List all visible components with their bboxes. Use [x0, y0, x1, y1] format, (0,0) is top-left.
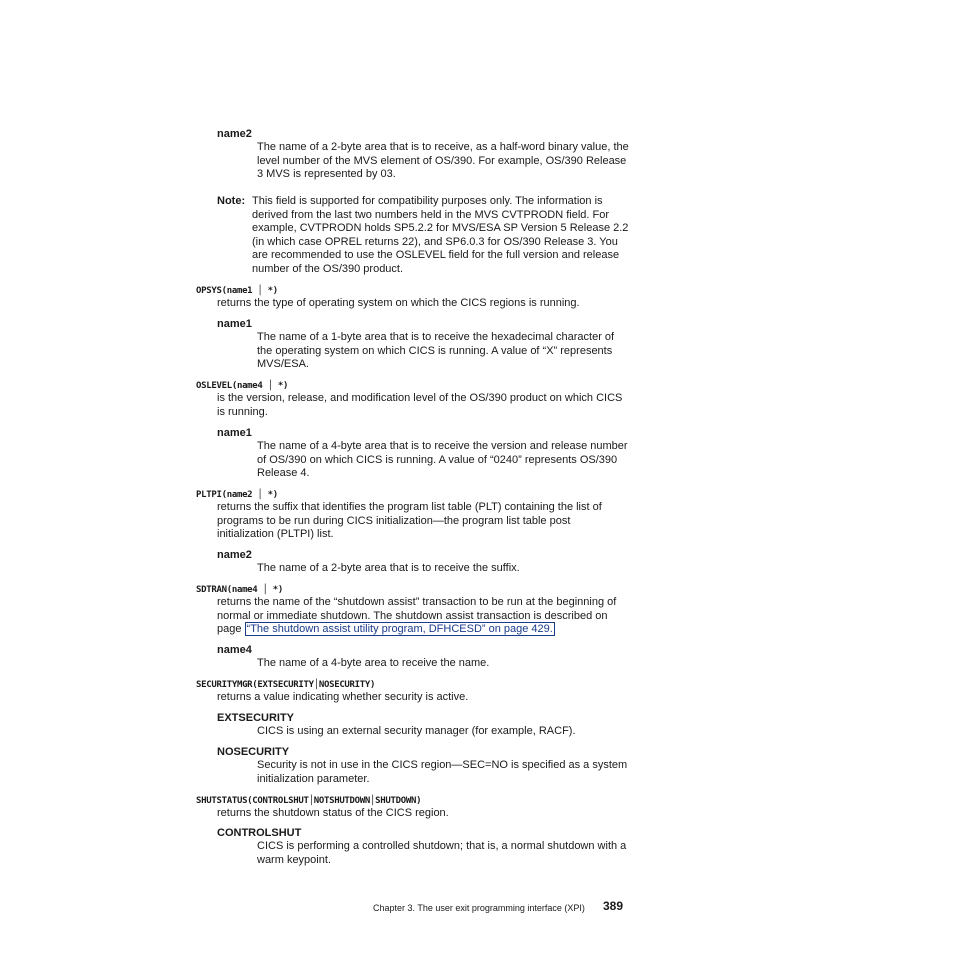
desc-name2: The name of a 2-byte area that is to receive, as a half-word binary value, the level number of the MVS element of OS/390. For example, OS/390 Release 3 MVS is represented by 03. — [257, 141, 629, 180]
desc-extsecurity: CICS is using an external security manager (for example, RACF). — [257, 725, 576, 737]
term-opsys-name1: name1 — [217, 318, 252, 330]
page-number: 389 — [603, 899, 624, 913]
desc-oslevel-name1: The name of a 4-byte area that is to receive the version and release number of OS/390 on which CICS is running. A value of “0240” represents OS/390 Release 4. — [257, 440, 628, 479]
term-extsecurity: EXTSECURITY — [217, 712, 295, 724]
keyword-oslevel: OSLEVEL(name4 │ *) — [196, 381, 289, 391]
desc-sdtran-text: returns the name of the “shutdown assist” transaction to be run at the beginning of normal or immediate shutdown. The shutdown assist transaction is described on page — [217, 596, 617, 635]
note-label: Note: — [217, 195, 246, 207]
keyword-sdtran: SDTRAN(name4 │ *) — [196, 585, 284, 595]
keyword-pltpi: PLTPI(name2 │ *) — [196, 490, 278, 500]
term-pltpi-name2: name2 — [217, 549, 252, 561]
desc-opsys: returns the type of operating system on which the CICS regions is running. — [217, 297, 580, 309]
desc-sdtran — [217, 596, 629, 637]
keyword-securitymgr: SECURITYMGR(EXTSECURITY│NOSECURITY) — [196, 680, 376, 690]
footer-chapter: Chapter 3. The user exit programming interface (XPI) — [373, 903, 585, 913]
desc-sdtran-name4: The name of a 4-byte area to receive the name. — [257, 657, 490, 669]
desc-opsys-name1: The name of a 1-byte area that is to receive the hexadecimal character of the operating system on which CICS is running. A value of “X” represents MVS/ESA. — [257, 331, 615, 370]
term-nosecurity: NOSECURITY — [217, 746, 290, 758]
term-oslevel-name1: name1 — [217, 427, 252, 439]
desc-nosecurity: Security is not in use in the CICS region—SEC=NO is specified as a system initialization parameter. — [257, 759, 628, 785]
keyword-shutstatus: SHUTSTATUS(CONTROLSHUT│NOTSHUTDOWN│SHUTDOWN) — [196, 796, 422, 806]
note-text: This field is supported for compatibility purposes only. The information is derived from the last two numbers held in the MVS CVTPRODN field. For example, CVTPRODN holds SP5.2.2 for MVS/ESA SP Version 5 Release 2.2 (in which case OPREL returns 22), and SP6.0.3 for OS/390 Release 3. You are recommended to use the OSLEVEL field for the full version and release number of the OS/390 product. — [252, 195, 629, 275]
term-name2: name2 — [217, 128, 252, 140]
desc-pltpi-name2: The name of a 2-byte area that is to receive the suffix. — [257, 562, 520, 574]
term-controlshut: CONTROLSHUT — [217, 827, 302, 839]
desc-oslevel: is the version, release, and modification level of the OS/390 product on which CICS is running. — [217, 392, 623, 418]
shutdown-assist-xref-link[interactable]: “The shutdown assist utility program, DFHCESD” on page 429. — [246, 623, 553, 635]
desc-securitymgr: returns a value indicating whether security is active. — [217, 691, 469, 703]
desc-shutstatus: returns the shutdown status of the CICS region. — [217, 807, 449, 819]
term-sdtran-name4: name4 — [217, 644, 252, 656]
desc-pltpi: returns the suffix that identifies the program list table (PLT) containing the list of programs to be run during CICS initialization—the program list table post initialization (PLTPI) list. — [217, 501, 602, 540]
desc-controlshut: CICS is performing a controlled shutdown; that is, a normal shutdown with a warm keypoint. — [257, 840, 627, 866]
keyword-opsys: OPSYS(name1 │ *) — [196, 286, 278, 296]
